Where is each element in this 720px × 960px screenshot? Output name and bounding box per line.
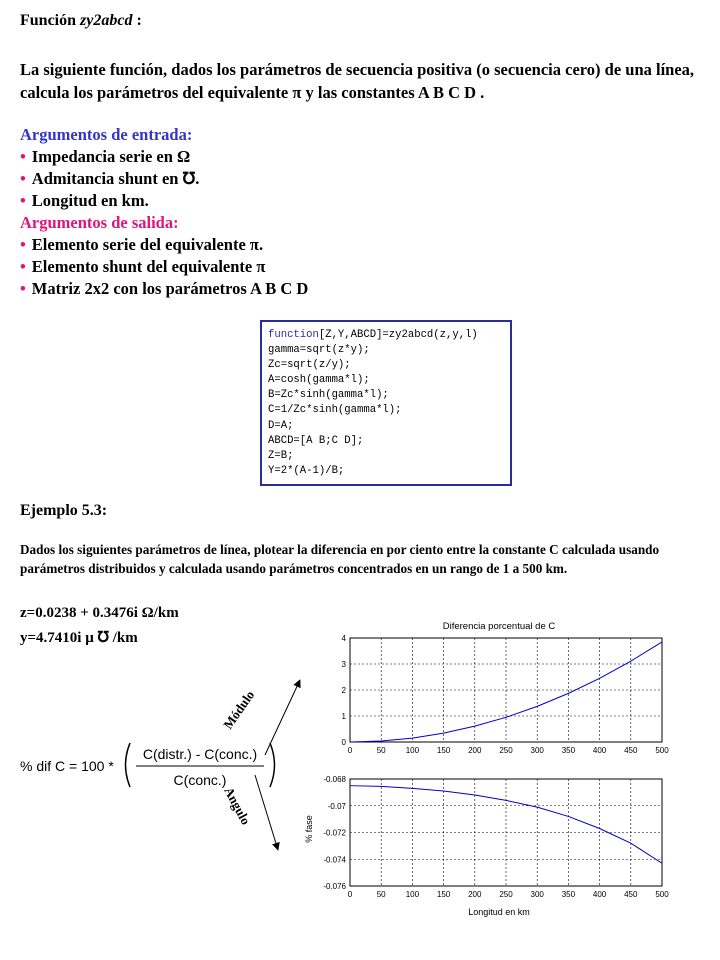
code-keyword: function — [268, 329, 319, 341]
x-tick-label: 250 — [499, 746, 513, 755]
x-tick-label: 500 — [655, 890, 669, 899]
arrow-to-module-plot — [265, 680, 300, 755]
arrow-to-angle-plot — [255, 775, 278, 850]
x-tick-label: 400 — [592, 890, 607, 899]
code-line: ABCD=[A B;C D]; — [268, 434, 364, 447]
outputs-section — [20, 212, 308, 300]
example-title: Ejemplo 5.3: — [20, 502, 108, 519]
inputs-section — [20, 124, 199, 212]
angle-label: Angulo — [221, 784, 254, 828]
x-tick-label: 350 — [561, 746, 576, 755]
y-tick-label: 1 — [341, 712, 346, 721]
code-box — [260, 320, 512, 486]
y-axis-label: % fase — [304, 815, 314, 843]
outputs-heading: Argumentos de salida: — [20, 213, 179, 232]
chart-modulo — [308, 616, 680, 758]
x-tick-label: 200 — [468, 746, 482, 755]
x-tick-label: 400 — [592, 746, 607, 755]
x-tick-label: 150 — [436, 890, 451, 899]
y-tick-label: 4 — [341, 634, 346, 643]
chart-title: Diferencia porcentual de C — [442, 621, 556, 632]
x-tick-label: 50 — [376, 746, 386, 755]
formula-denominator: C(conc.) — [173, 772, 227, 788]
x-tick-label: 0 — [347, 890, 353, 899]
left-paren — [126, 743, 131, 787]
x-tick-label: 200 — [468, 890, 482, 899]
x-tick-label: 300 — [530, 890, 544, 899]
code-line: Y=2*(A-1)/B; — [268, 464, 345, 477]
input-item: • Longitud en km. — [20, 191, 149, 210]
x-tick-label: 50 — [376, 890, 386, 899]
x-tick-label: 450 — [624, 890, 638, 899]
output-item: • Matriz 2x2 con los parámetros A B C D — [20, 279, 309, 298]
formula-numerator: C(distr.) - C(conc.) — [142, 746, 258, 762]
x-tick-label: 100 — [405, 890, 420, 899]
z-parameter: z=0.0238 + 0.3476i Ω/km — [20, 605, 179, 621]
code-line: Zc=sqrt(z/y); — [268, 359, 351, 372]
inputs-heading: Argumentos de entrada: — [20, 125, 193, 144]
y-tick-label: 2 — [341, 686, 346, 695]
code-line: gamma=sqrt(z*y); — [268, 344, 370, 357]
code-line: C=1/Zc*sinh(gamma*l); — [268, 404, 402, 417]
y-tick-label: -0.076 — [323, 882, 346, 891]
x-tick-label: 300 — [530, 746, 544, 755]
y-tick-label: -0.074 — [323, 855, 346, 865]
y-tick-label: -0.07 — [327, 801, 346, 811]
code-line: B=Zc*sinh(gamma*l); — [268, 389, 389, 402]
module-label: Módulo — [220, 687, 258, 732]
x-tick-label: 150 — [436, 746, 451, 755]
y-tick-label: -0.072 — [323, 828, 346, 838]
code-line: Z=B; — [268, 449, 294, 462]
example-description: Dados los siguientes parámetros de línea, plotear la diferencia en por ciento entre la constante C calculada usando parámetros distribuidos y calculada usando parámetros concentrados en un rango de 1 a 500 km. — [20, 542, 660, 576]
x-tick-label: 450 — [624, 746, 638, 755]
y-tick-label: 0 — [341, 738, 346, 747]
code-line: function[Z,Y,ABCD]=zy2abcd(z,y,l) — [268, 329, 478, 341]
code-line: A=cosh(gamma*l); — [268, 374, 370, 387]
x-axis-label: Longitud en km — [468, 907, 530, 917]
page-title: Función zy2abcd : — [20, 12, 142, 29]
y-parameter: y=4.7410i μ ℧ /km — [20, 630, 138, 646]
intro-paragraph: La siguiente función, dados los parámetros de secuencia positiva (o secuencia cero) de una línea, calcula los parámetros del equivalente π y las constantes A B C D . — [20, 60, 695, 102]
output-item: • Elemento serie del equivalente π. — [20, 235, 264, 254]
code-line: D=A; — [268, 419, 294, 432]
input-item: • Admitancia shunt en ℧. — [20, 169, 200, 188]
arrows — [200, 670, 310, 860]
x-tick-label: 0 — [347, 746, 353, 755]
x-tick-label: 500 — [655, 746, 669, 755]
x-tick-label: 350 — [561, 890, 576, 899]
output-item: • Elemento shunt del equivalente π — [20, 257, 266, 276]
y-tick-label: -0.068 — [323, 775, 346, 784]
input-item: • Impedancia serie en Ω — [20, 147, 191, 166]
y-tick-label: 3 — [341, 660, 346, 669]
formula-lhs: % dif C = 100 * — [20, 758, 114, 774]
x-tick-label: 250 — [499, 890, 513, 899]
chart-angulo — [300, 773, 680, 919]
x-tick-label: 100 — [405, 746, 420, 755]
